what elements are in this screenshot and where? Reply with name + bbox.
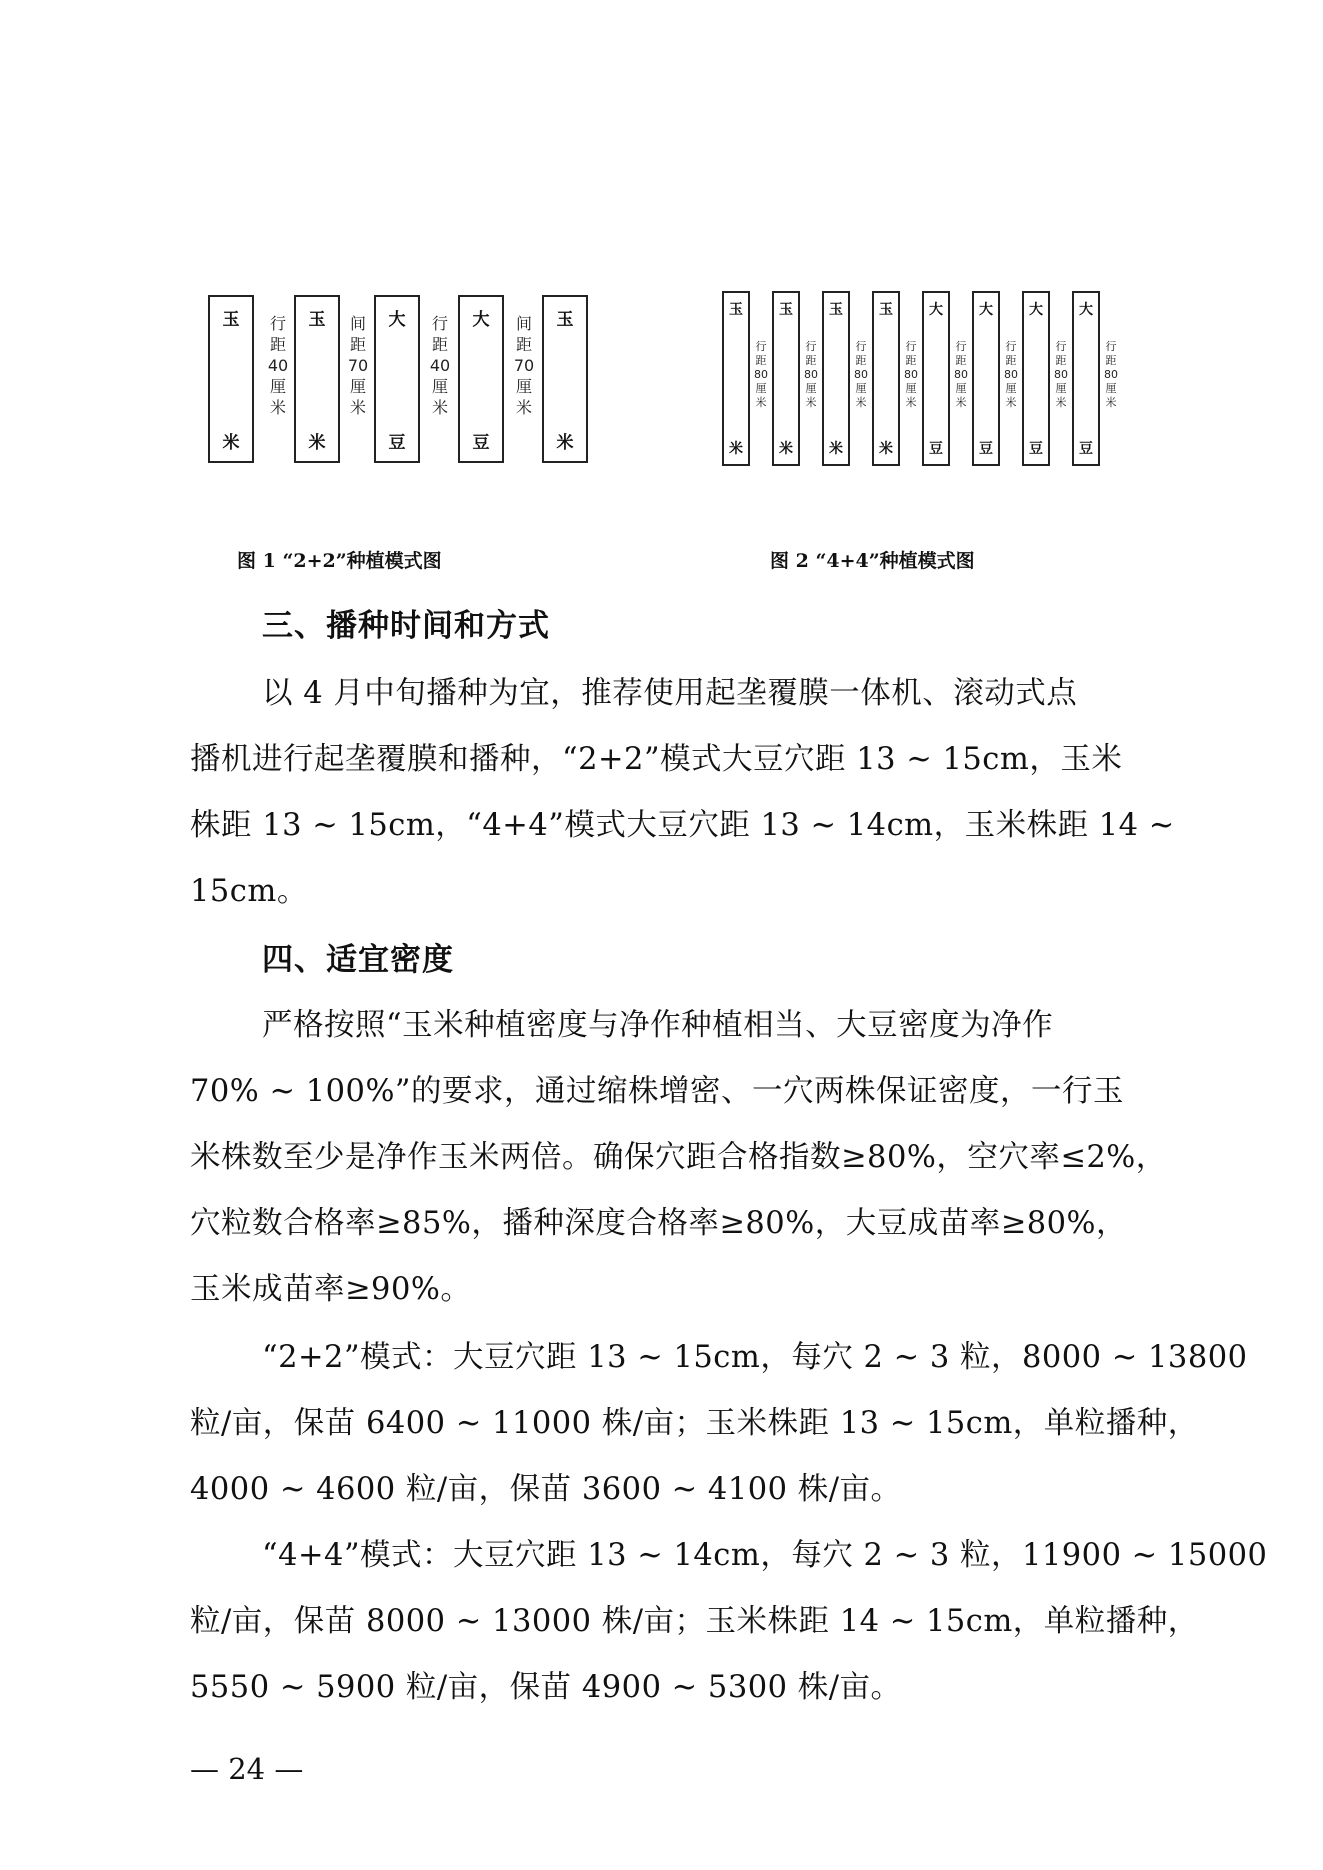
label-char: 距	[349, 335, 366, 354]
paragraph-line: 70% ~ 100%”的要求，通过缩株增密、一穴两株保证密度，一行玉	[190, 1074, 1125, 1109]
interval-spacing-label	[346, 313, 370, 418]
label-char: 距	[755, 354, 767, 367]
page-number: — 24 —	[190, 1752, 304, 1786]
paragraph-line: 15cm。	[190, 874, 308, 909]
label-char: 80	[1104, 368, 1118, 381]
crop-row-bottom-char: 米	[729, 441, 743, 457]
label-char: 行	[431, 314, 448, 333]
row-spacing-label	[1051, 340, 1071, 410]
crop-row-top-char: 大	[388, 310, 406, 330]
crop-row-top-char: 玉	[829, 302, 843, 318]
label-char: 米	[1105, 396, 1117, 409]
label-char: 距	[269, 335, 286, 354]
crop-row-top-char: 大	[472, 310, 490, 330]
crop-row-soybean	[1022, 291, 1050, 466]
label-char: 厘	[955, 382, 967, 395]
label-char: 米	[955, 396, 967, 409]
label-char: 距	[1005, 354, 1017, 367]
label-char: 米	[855, 396, 867, 409]
paragraph-line: 以 4 月中旬播种为宜，推荐使用起垄覆膜一体机、滚动式点	[262, 676, 1078, 711]
row-spacing-label	[801, 340, 821, 410]
paragraph-line: “2+2”模式：大豆穴距 13 ~ 15cm，每穴 2 ~ 3 粒，8000 ~ 13800	[262, 1340, 1248, 1375]
crop-row-bottom-char: 米	[879, 441, 893, 457]
label-char: 40	[267, 356, 289, 375]
paragraph-line: 4000 ~ 4600 粒/亩，保苗 3600 ~ 4100 株/亩。	[190, 1472, 902, 1507]
label-char: 厘	[349, 377, 366, 396]
label-char: 80	[804, 368, 818, 381]
label-char: 80	[854, 368, 868, 381]
label-char: 米	[1005, 396, 1017, 409]
label-char: 70	[347, 356, 369, 375]
label-char: 厘	[515, 377, 532, 396]
label-char: 距	[431, 335, 448, 354]
crop-row-bottom-char: 米	[829, 441, 843, 457]
crop-row-bottom-char: 豆	[979, 441, 993, 457]
crop-row-bottom-char: 豆	[472, 433, 490, 453]
label-char: 厘	[755, 382, 767, 395]
label-char: 米	[805, 396, 817, 409]
crop-row-bottom-char: 米	[556, 433, 574, 453]
row-spacing-label	[951, 340, 971, 410]
crop-row-soybean	[922, 291, 950, 466]
figure-2-caption: 图 2 “4+4”种植模式图	[770, 550, 975, 572]
section-4-heading: 四、适宜密度	[262, 942, 454, 978]
crop-row-bottom-char: 米	[779, 441, 793, 457]
crop-row-top-char: 大	[929, 302, 943, 318]
crop-row-bottom-char: 豆	[388, 433, 406, 453]
interval-spacing-label	[512, 313, 536, 418]
crop-row-maize	[722, 291, 750, 466]
label-char: 厘	[855, 382, 867, 395]
label-char: 行	[755, 340, 767, 353]
label-char: 行	[1105, 340, 1117, 353]
label-char: 行	[269, 314, 286, 333]
label-char: 米	[269, 398, 286, 417]
label-char: 间	[515, 314, 532, 333]
crop-row-soybean	[1072, 291, 1100, 466]
crop-row-bottom-char: 豆	[1079, 441, 1093, 457]
crop-row-maize	[822, 291, 850, 466]
label-char: 行	[805, 340, 817, 353]
paragraph-line: 严格按照“玉米种植密度与净作种植相当、大豆密度为净作	[262, 1008, 1054, 1043]
crop-row-top-char: 玉	[308, 310, 326, 330]
label-char: 距	[905, 354, 917, 367]
label-char: 厘	[269, 377, 286, 396]
label-char: 距	[1055, 354, 1067, 367]
paragraph-line: 米株数至少是净作玉米两倍。确保穴距合格指数≥80%，空穴率≤2%，	[190, 1140, 1167, 1175]
label-char: 距	[1105, 354, 1117, 367]
paragraph-line: “4+4”模式：大豆穴距 13 ~ 14cm，每穴 2 ~ 3 粒，11900 ~ 15000	[262, 1538, 1268, 1573]
label-char: 80	[954, 368, 968, 381]
paragraph-line: 玉米成苗率≥90%。	[190, 1272, 472, 1307]
label-char: 厘	[1055, 382, 1067, 395]
figure-1-caption: 图 1 “2+2”种植模式图	[237, 550, 442, 572]
paragraph-line: 粒/亩，保苗 6400 ~ 11000 株/亩；玉米株距 13 ~ 15cm，单粒播种，	[190, 1406, 1199, 1441]
crop-row-bottom-char: 米	[222, 433, 240, 453]
label-char: 行	[905, 340, 917, 353]
label-char: 行	[955, 340, 967, 353]
paragraph-line: 株距 13 ~ 15cm，“4+4”模式大豆穴距 13 ~ 14cm，玉米株距 14 ~	[190, 808, 1175, 843]
label-char: 行	[1055, 340, 1067, 353]
row-spacing-label	[428, 313, 452, 418]
label-char: 80	[754, 368, 768, 381]
crop-row-soybean	[374, 295, 420, 463]
crop-row-soybean	[458, 295, 504, 463]
crop-row-top-char: 玉	[222, 310, 240, 330]
paragraph-line: 播机进行起垄覆膜和播种，“2+2”模式大豆穴距 13 ~ 15cm，玉米	[190, 742, 1123, 777]
paragraph-line: 粒/亩，保苗 8000 ~ 13000 株/亩；玉米株距 14 ~ 15cm，单粒播种，	[190, 1604, 1199, 1639]
label-char: 距	[855, 354, 867, 367]
label-char: 行	[1005, 340, 1017, 353]
label-char: 厘	[1105, 382, 1117, 395]
label-char: 80	[1054, 368, 1068, 381]
crop-row-maize	[542, 295, 588, 463]
label-char: 米	[515, 398, 532, 417]
row-spacing-label	[901, 340, 921, 410]
crop-row-top-char: 玉	[729, 302, 743, 318]
label-char: 米	[905, 396, 917, 409]
label-char: 80	[904, 368, 918, 381]
crop-row-bottom-char: 米	[308, 433, 326, 453]
crop-row-bottom-char: 豆	[1029, 441, 1043, 457]
label-char: 米	[1055, 396, 1067, 409]
label-char: 米	[349, 398, 366, 417]
label-char: 厘	[805, 382, 817, 395]
crop-row-top-char: 玉	[879, 302, 893, 318]
crop-row-top-char: 大	[1029, 302, 1043, 318]
crop-row-top-char: 大	[979, 302, 993, 318]
label-char: 米	[755, 396, 767, 409]
label-char: 间	[349, 314, 366, 333]
crop-row-soybean	[972, 291, 1000, 466]
label-char: 80	[1004, 368, 1018, 381]
crop-row-maize	[208, 295, 254, 463]
label-char: 距	[515, 335, 532, 354]
section-3-heading: 三、播种时间和方式	[262, 608, 550, 644]
label-char: 米	[431, 398, 448, 417]
label-char: 距	[955, 354, 967, 367]
crop-row-maize	[294, 295, 340, 463]
label-char: 行	[855, 340, 867, 353]
label-char: 距	[805, 354, 817, 367]
row-spacing-label	[266, 313, 290, 418]
row-spacing-label	[851, 340, 871, 410]
label-char: 厘	[1005, 382, 1017, 395]
crop-row-top-char: 大	[1079, 302, 1093, 318]
paragraph-line: 5550 ~ 5900 粒/亩，保苗 4900 ~ 5300 株/亩。	[190, 1670, 902, 1705]
crop-row-maize	[872, 291, 900, 466]
label-char: 40	[429, 356, 451, 375]
crop-row-bottom-char: 豆	[929, 441, 943, 457]
row-spacing-label	[1101, 340, 1121, 410]
label-char: 70	[513, 356, 535, 375]
crop-row-top-char: 玉	[779, 302, 793, 318]
label-char: 厘	[431, 377, 448, 396]
crop-row-maize	[772, 291, 800, 466]
crop-row-top-char: 玉	[556, 310, 574, 330]
label-char: 厘	[905, 382, 917, 395]
paragraph-line: 穴粒数合格率≥85%，播种深度合格率≥80%，大豆成苗率≥80%，	[190, 1206, 1128, 1241]
row-spacing-label	[1001, 340, 1021, 410]
row-spacing-label	[751, 340, 771, 410]
